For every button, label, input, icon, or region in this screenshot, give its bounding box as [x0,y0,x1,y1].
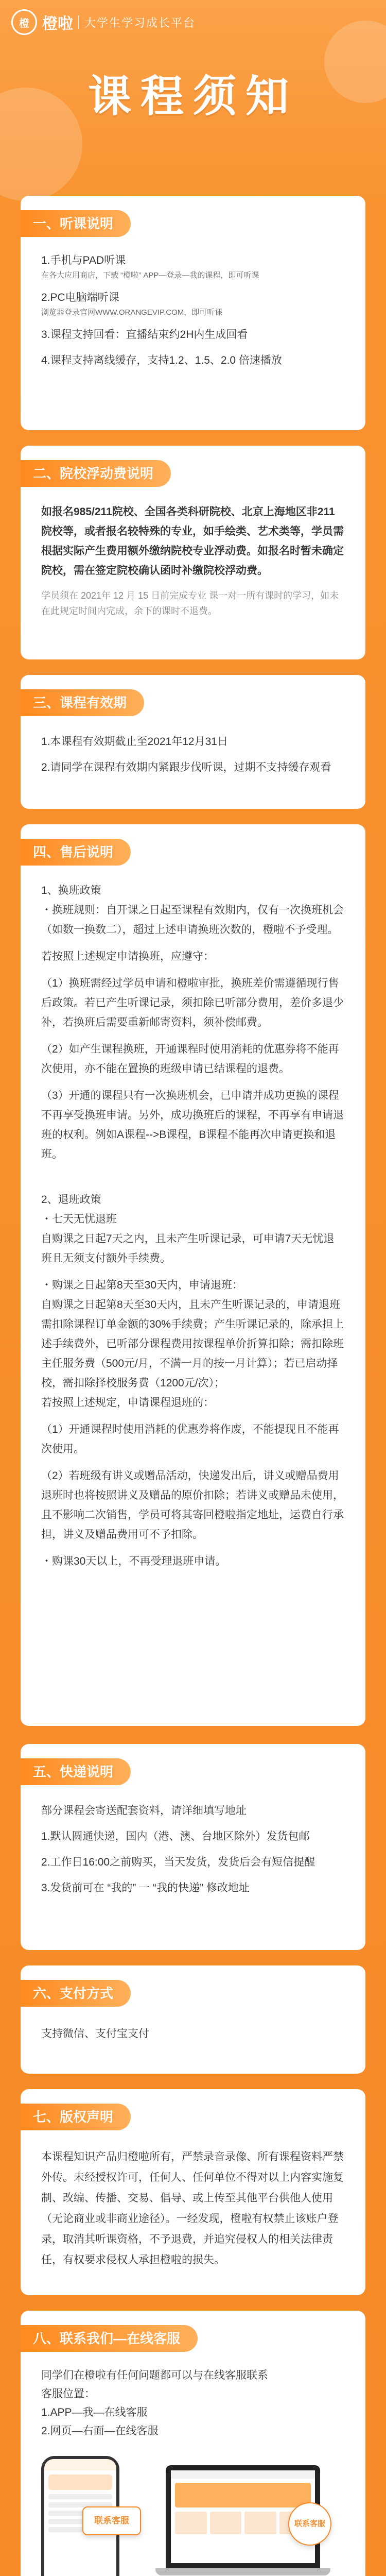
text-heading: 2、退班政策 [41,1194,101,1206]
section-tag: 三、课程有效期 [21,689,144,716]
section-body [41,733,345,777]
laptop-banner [175,2483,311,2507]
spacer [41,1820,345,1827]
text-paragraph: 如报名985/211院校、全国各类科研院校、北京上海地区非211院校等，或者报名较特殊的专业，如手绘类、艺术类等，学员需根据实际产生费用额外缴纳院校专业浮动费。如报名时暂未确定院校，需在签定院校确认函时补缴院校浮动费。 [41,506,344,577]
section-tag: 一、听课说明 [21,210,131,237]
spacer [41,318,345,326]
text-line: 1.APP—我—在线客服 [41,2406,148,2418]
spacer [41,751,345,758]
logo-slogan: 大学生学习成长平台 [84,16,196,29]
section-contact [21,2311,365,2576]
laptop-nav [171,2470,315,2479]
section-tag: 五、快递说明 [21,1758,131,1785]
laptop-card [244,2512,276,2534]
text-line: 1.默认圆通快递，国内（港、澳、台地区除外）发货包邮 [41,1831,310,1842]
spacer [41,967,345,974]
spacer [41,1872,345,1879]
spacer [41,1846,345,1853]
laptop-card [175,2512,207,2534]
text-line: 支持微信、支付宝支付 [41,2028,149,2040]
text-paragraph: （1）换班需经过学员申请和橙啦审批，换班差价需遵循现行售后政策。若已产生听课记录，须扣除已听部分费用，差价多退少补，若换班后需要重新邮寄资料，须补偿邮费。 [41,977,344,1028]
text-line: 4.课程支持离线缓存，支持1.2、1.5、2.0 倍速播放 [41,354,282,366]
spacer [41,1268,345,1276]
text-paragraph: ・购课30天以上，不再受理退班申请。 [41,1555,226,1567]
divider [78,15,79,29]
text-paragraph: （1）开通课程时使用消耗的优惠券将作废，不能提现且不能再次使用。 [41,1423,339,1455]
section-body [41,251,345,370]
spacer [41,1459,345,1466]
text-note: 学员须在 2021年 12 月 15 日前完成专业 课一对一所有课时的学习，如未在此规定时间内完成，余下的课时不退费。 [41,590,339,616]
spacer [41,1413,345,1420]
section-tag: 四、售后说明 [21,839,131,866]
text-line: 部分课程会寄送配套资料，请详细填写地址 [41,1805,247,1817]
text-line: 2.请同学在课程有效期内紧跟步伐听课，过期不支持缓存观看 [41,761,331,773]
logo-name: 橙啦 [42,15,73,33]
text-line: 1.本课程有效期截止至2021年12月31日 [41,736,228,748]
spacer [41,1545,345,1552]
laptop-base [155,2568,330,2575]
section-tag: 六、支付方式 [21,1980,131,2007]
section-body [41,2025,345,2043]
text-heading: 1、换班政策 [41,885,101,896]
spacer [41,344,345,351]
text-paragraph: ・换班规则：自开课之日起至课程有效期内，仅有一次换班机会（如数一换数二），超过上述申请换班次数的，橙啦不予受理。 [41,904,344,936]
brand-logo [11,9,196,35]
section-body [41,2366,345,2441]
phone-profile [48,2475,112,2490]
text-line: 2.工作日16:00之前购买，当天发货，发货后会有短信提醒 [41,1856,315,1868]
text-paragraph: ・购课之日起第8天至30天内，申请退班： [41,1279,243,1291]
page-title: 课程须知 [87,71,298,122]
section-tag: 七、版权声明 [21,2104,131,2130]
text-line: 2.PC电脑端听课 [41,292,119,303]
section-copyright [21,2089,365,2295]
section-shipping [21,1744,365,1950]
spacer [41,1164,345,1190]
text-line: 1.手机与PAD听课 [41,255,126,266]
text-line: 客服位置： [41,2388,95,2400]
text-paragraph: 自购课之日起第8天至30天内，且未产生听课记录的，申请退班需扣除课程订单金额的30%手续费；产生听课记录的，除承担上述手续费外，已听部分课程费用按课程单价折算扣除；需扣除班主任服务费（500元/月，不满一月的按一月计算）；若已启动择校，需扣除择校服务费（1200元/次）； [41,1299,344,1389]
logo-mark: 橙 [11,9,37,35]
text-paragraph: （2）如产生课程换班，开通课程时使用消耗的优惠券将不能再次使用，亦不能在置换的班级申请已结课程的退费。 [41,1043,339,1075]
header-banner [0,0,386,170]
spacer [41,1032,345,1040]
section-payment [21,1965,365,2074]
phone-statusbar [44,2459,116,2470]
pc-support-callout: 联系客服 [288,2502,331,2546]
text-paragraph: 若按照上述规定，申请课程退班的： [41,1397,214,1409]
text-paragraph: 自购课之日起7天之内，且未产生听课记录，可申请7天无忧退班且无须支付额外手续费。 [41,1233,335,1264]
text-paragraph: ・七天无忧退班 [41,1213,117,1225]
text-note: 在各大应用商店，下载 “橙啦” APP—登录—我的课程，即可听课 [41,271,259,280]
phone-row [48,2494,112,2499]
spacer [41,1079,345,1086]
spacer [41,940,345,947]
text-paragraph: 若按照上述规定申请换班，应遵守： [41,951,214,962]
section-tag: 二、院校浮动费说明 [21,460,171,487]
section-body [41,881,345,1571]
section-body [41,502,345,619]
spacer [41,281,345,289]
text-paragraph: 本课程知识产品归橙啦所有，严禁录音录像、所有课程资料严禁外传。未经授权许可，任何人、任何单位不得对以上内容实施复制、改编、传播、交易、倡导、或上传至其他平台供他人使用（无论商业或非商业途径）。一经发现，橙啦有权禁止该账户登录，取消其听课资格，不予退费，并追究侵权人的相关法律责任，有权要求侵权人承担橙啦的损失。 [41,2151,344,2266]
text-paragraph: （2）若班级有讲义或赠品活动，快递发出后，讲义或赠品费用退班时也将按照讲义及赠品的原价扣除；若讲义或赠品未使用，且不影响二次销售，学员可将其寄回橙啦指定地址，运费自行承担，讲义及赠品费用可不予扣除。 [41,1470,344,1540]
text-line: 3.课程支持回看：直播结束约2H内生成回看 [41,329,248,341]
section-tag: 八、联系我们—在线客服 [21,2325,198,2352]
section-fee [21,446,365,659]
app-support-callout: 联系客服 [82,2506,141,2535]
spacer [41,581,345,588]
laptop-card [210,2512,242,2534]
section-aftersales [21,824,365,1726]
section-validity [21,675,365,809]
text-line: 2.网页—右面—在线客服 [41,2425,159,2437]
text-note: 浏览器登录官网WWW.ORANGEVIP.COM，即可听课 [41,308,223,317]
section-body [41,1802,345,1897]
section-body [41,2147,345,2270]
text-line: 同学们在橙啦有任何问题都可以与在线客服联系 [41,2369,268,2381]
section-listening [21,196,365,430]
text-line: 3.发货前可在 “我的” 一 “我的快递” 修改地址 [41,1882,250,1894]
text-paragraph: （3）开通的课程只有一次换班机会，已申请并成功更换的课程不再享受换班申请。另外，成功换班后的课程，不再享有申请退班的权利。例如A课程-->B课程，B课程不能再次申请更换和退班。 [41,1090,344,1160]
